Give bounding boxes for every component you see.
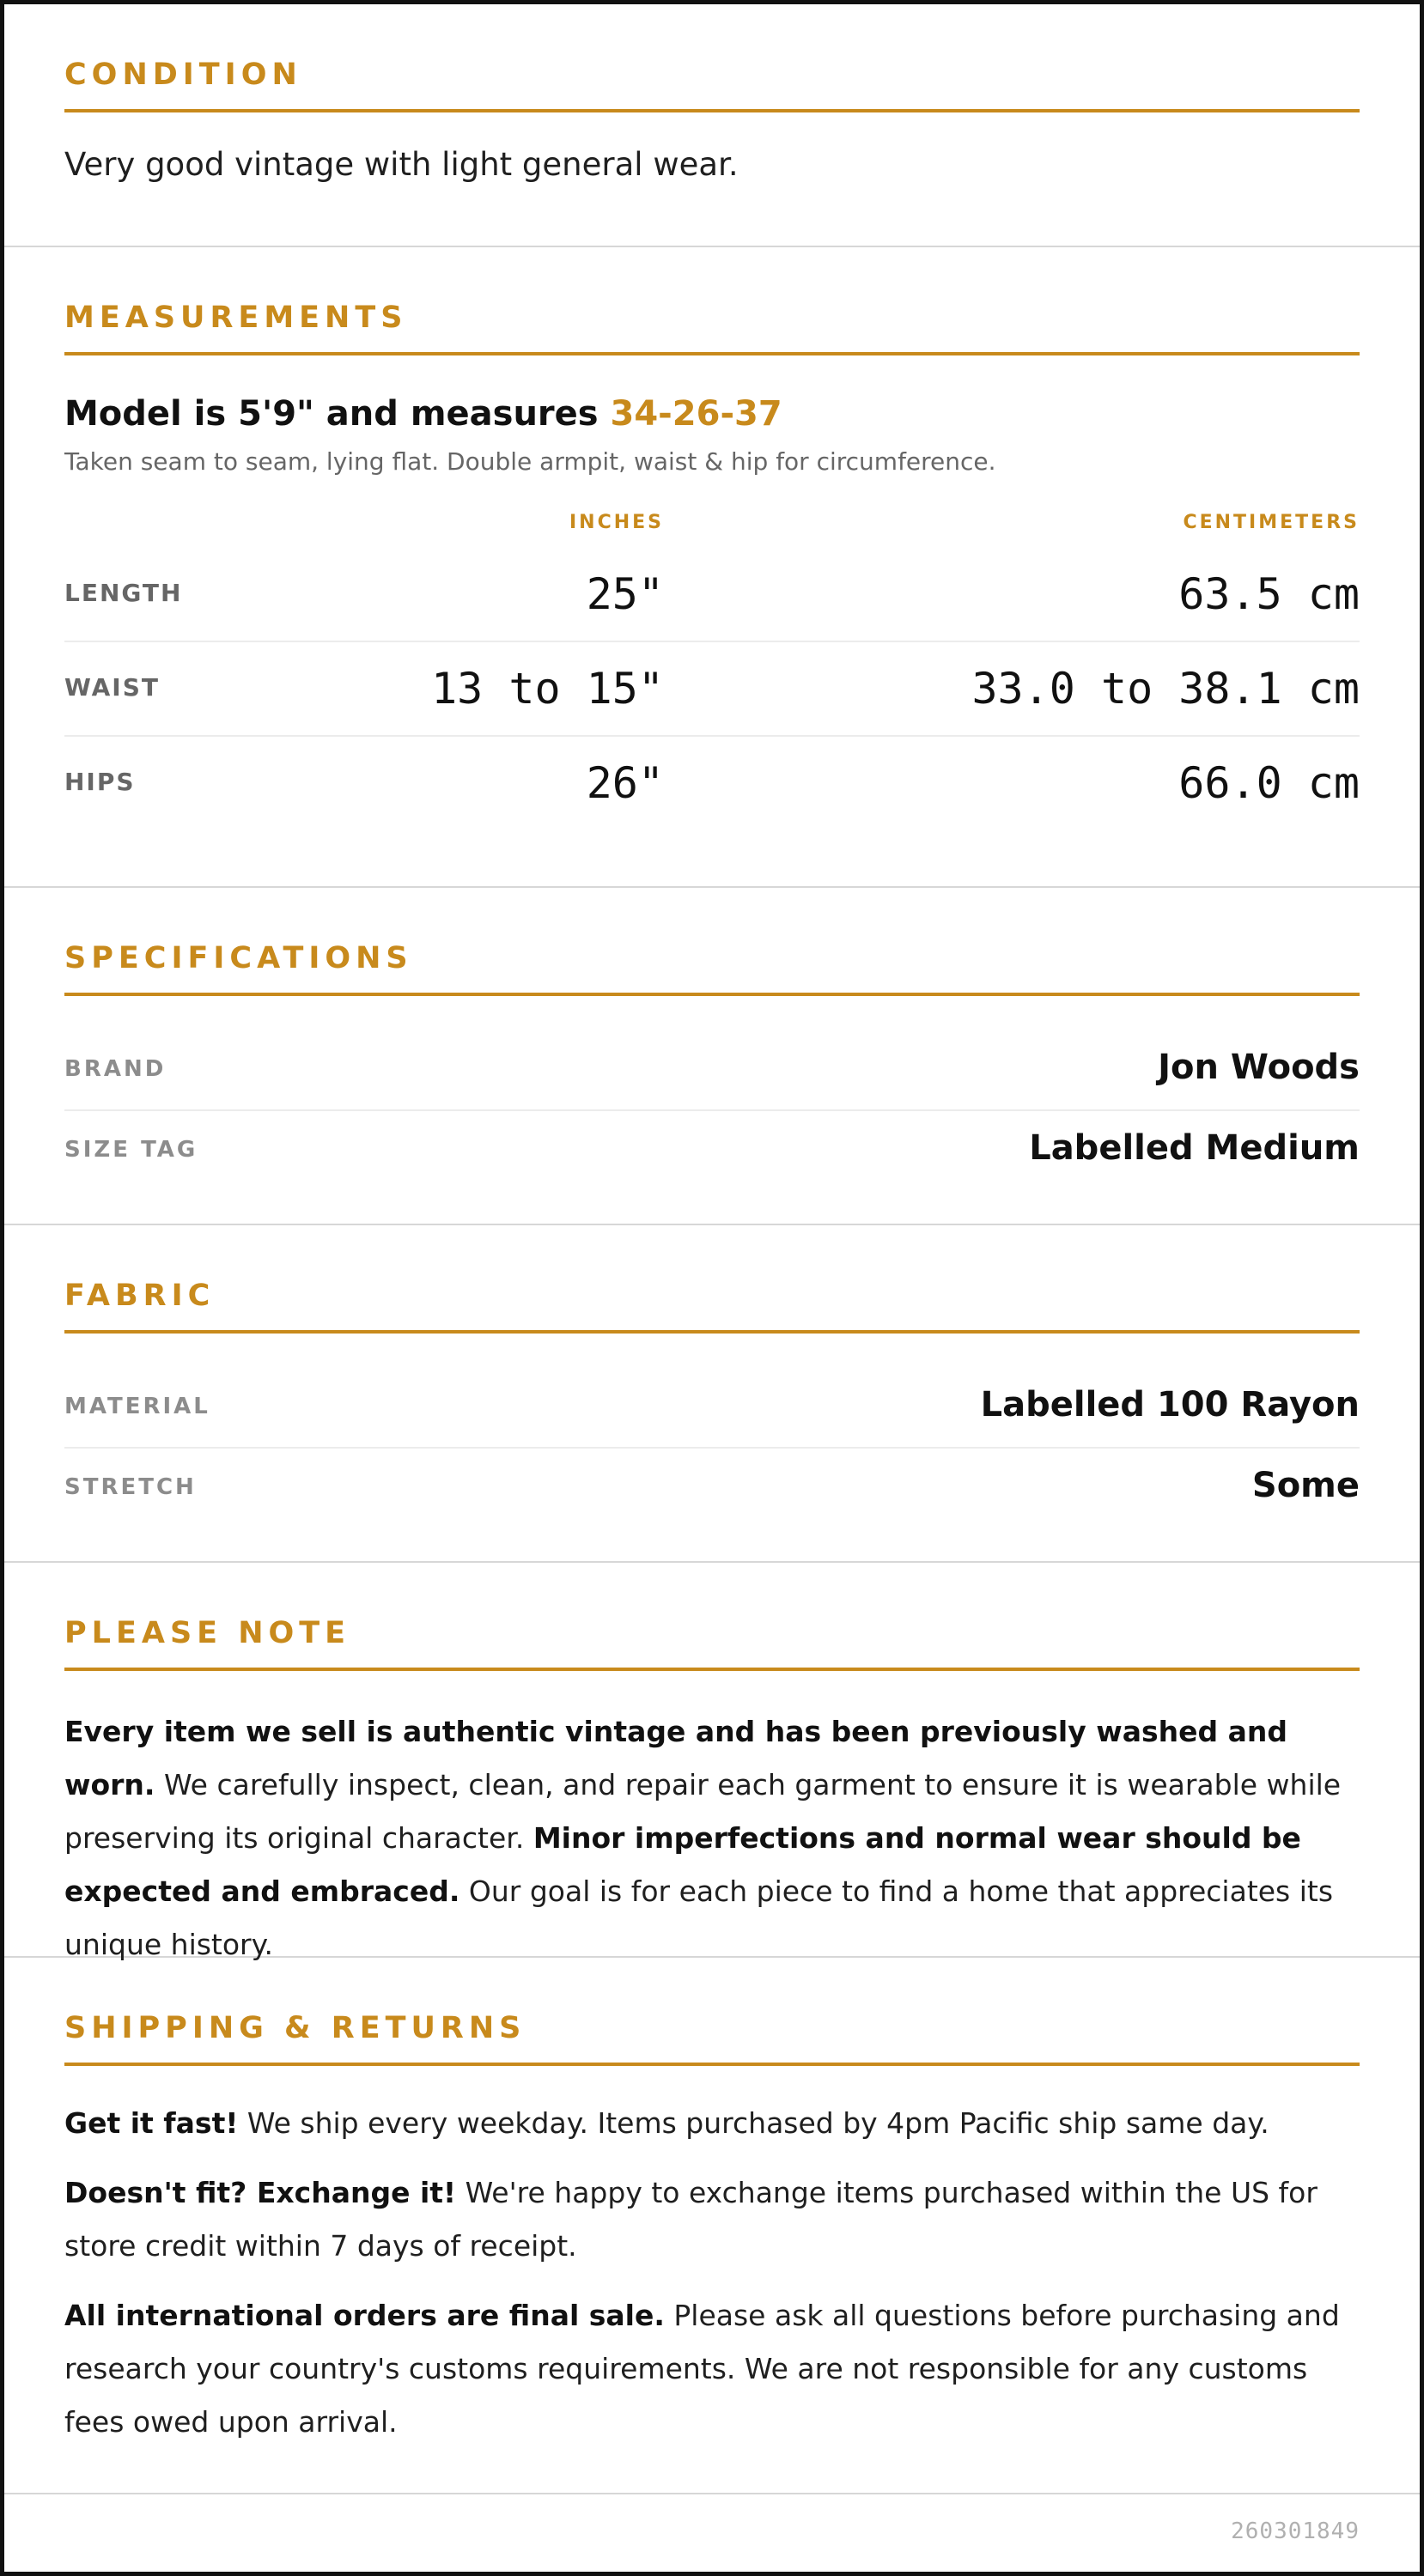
note-bold-1: Every item we sell is authentic vintage and has been previously washed and worn.: [64, 1715, 1287, 1801]
fabric-label: STRETCH: [64, 1474, 197, 1500]
specifications-section: [4, 888, 1420, 1225]
measurement-cm: 33.0 to 38.1 cm: [971, 664, 1360, 714]
shipping-returns-title: SHIPPING & RETURNS: [64, 2011, 1360, 2066]
measurement-inches: 26": [586, 758, 664, 808]
model-measurements-heading: [64, 392, 1360, 436]
model-measures: 34-26-37: [610, 394, 782, 434]
spec-value: Labelled Medium: [1029, 1128, 1360, 1168]
measurements-table-header: [64, 503, 1360, 548]
condition-title: CONDITION: [64, 58, 1360, 112]
please-note-text: [64, 1705, 1360, 1971]
measurement-cm: 63.5 cm: [1178, 569, 1360, 619]
fabric-label: MATERIAL: [64, 1394, 210, 1419]
shipping-item-bold: All international orders are final sale.: [64, 2299, 665, 2332]
centimeters-column-header: CENTIMETERS: [1183, 512, 1360, 533]
please-note-section: [4, 1563, 1420, 1961]
reference-number: 260301849: [1231, 2518, 1360, 2544]
fabric-value: Labelled 100 Rayon: [980, 1385, 1360, 1425]
shipping-item-text: We're happy to exchange items purchased within the US for store credit within 7 days of receipt.: [64, 2176, 1318, 2263]
shipping-item-fast: [64, 2097, 1360, 2150]
specifications-title: SPECIFICATIONS: [64, 941, 1360, 996]
measurement-label: WAIST: [64, 673, 160, 702]
measurement-inches: 13 to 15": [431, 664, 664, 714]
fabric-title: FABRIC: [64, 1279, 1360, 1334]
measurements-title: MEASUREMENTS: [64, 301, 1360, 355]
please-note-title: PLEASE NOTE: [64, 1616, 1360, 1671]
measurements-table: [64, 503, 1360, 829]
fabric-row-stretch: [64, 1449, 1360, 1528]
measurement-note: Taken seam to seam, lying flat. Double armpit, waist & hip for circumference.: [64, 447, 996, 476]
measurement-row-length: [64, 548, 1360, 642]
condition-text: Very good vintage with light general wear.: [64, 146, 739, 183]
measurement-label: LENGTH: [64, 579, 183, 607]
spec-value: Jon Woods: [1158, 1048, 1360, 1087]
note-bold-2: Minor imperfections and normal wear should be expected and embraced.: [64, 1821, 1301, 1908]
spec-row-size-tag: [64, 1111, 1360, 1190]
measurement-row-waist: [64, 642, 1360, 737]
measurement-label: HIPS: [64, 768, 136, 796]
shipping-item-text: We ship every weekday. Items purchased by 4pm Pacific ship same day.: [238, 2106, 1269, 2140]
measurement-row-hips: [64, 737, 1360, 829]
shipping-item-bold: Doesn't fit? Exchange it!: [64, 2176, 457, 2209]
shipping-returns-section: [4, 1958, 1420, 2494]
measurement-inches: 25": [586, 569, 664, 619]
specifications-list: [64, 1030, 1360, 1190]
fabric-list: [64, 1368, 1360, 1528]
condition-section: [4, 4, 1420, 247]
shipping-item-bold: Get it fast!: [64, 2106, 239, 2140]
note-text-1: We carefully inspect, clean, and repair each garment to ensure it is wearable while preserving its original character.: [64, 1768, 1342, 1855]
shipping-item-exchange: [64, 2166, 1360, 2273]
measurements-section: [4, 247, 1420, 888]
note-text-2: Our goal is for each piece to find a home that appreciates its unique history.: [64, 1874, 1334, 1961]
model-prefix: Model is 5'9" and measures: [64, 394, 611, 434]
fabric-section: [4, 1225, 1420, 1563]
shipping-item-text: Please ask all questions before purchasing and research your country's customs requirements. We are not responsible for any customs fees owed upon arrival.: [64, 2299, 1340, 2439]
shipping-list: [64, 2097, 1360, 2449]
inches-column-header: INCHES: [569, 512, 664, 533]
measurement-cm: 66.0 cm: [1178, 758, 1360, 808]
fabric-row-material: [64, 1368, 1360, 1449]
footer: [4, 2494, 1420, 2576]
spec-label: SIZE TAG: [64, 1137, 198, 1163]
fabric-value: Some: [1251, 1466, 1360, 1505]
spec-row-brand: [64, 1030, 1360, 1111]
shipping-item-international: [64, 2289, 1360, 2449]
spec-label: BRAND: [64, 1056, 167, 1082]
